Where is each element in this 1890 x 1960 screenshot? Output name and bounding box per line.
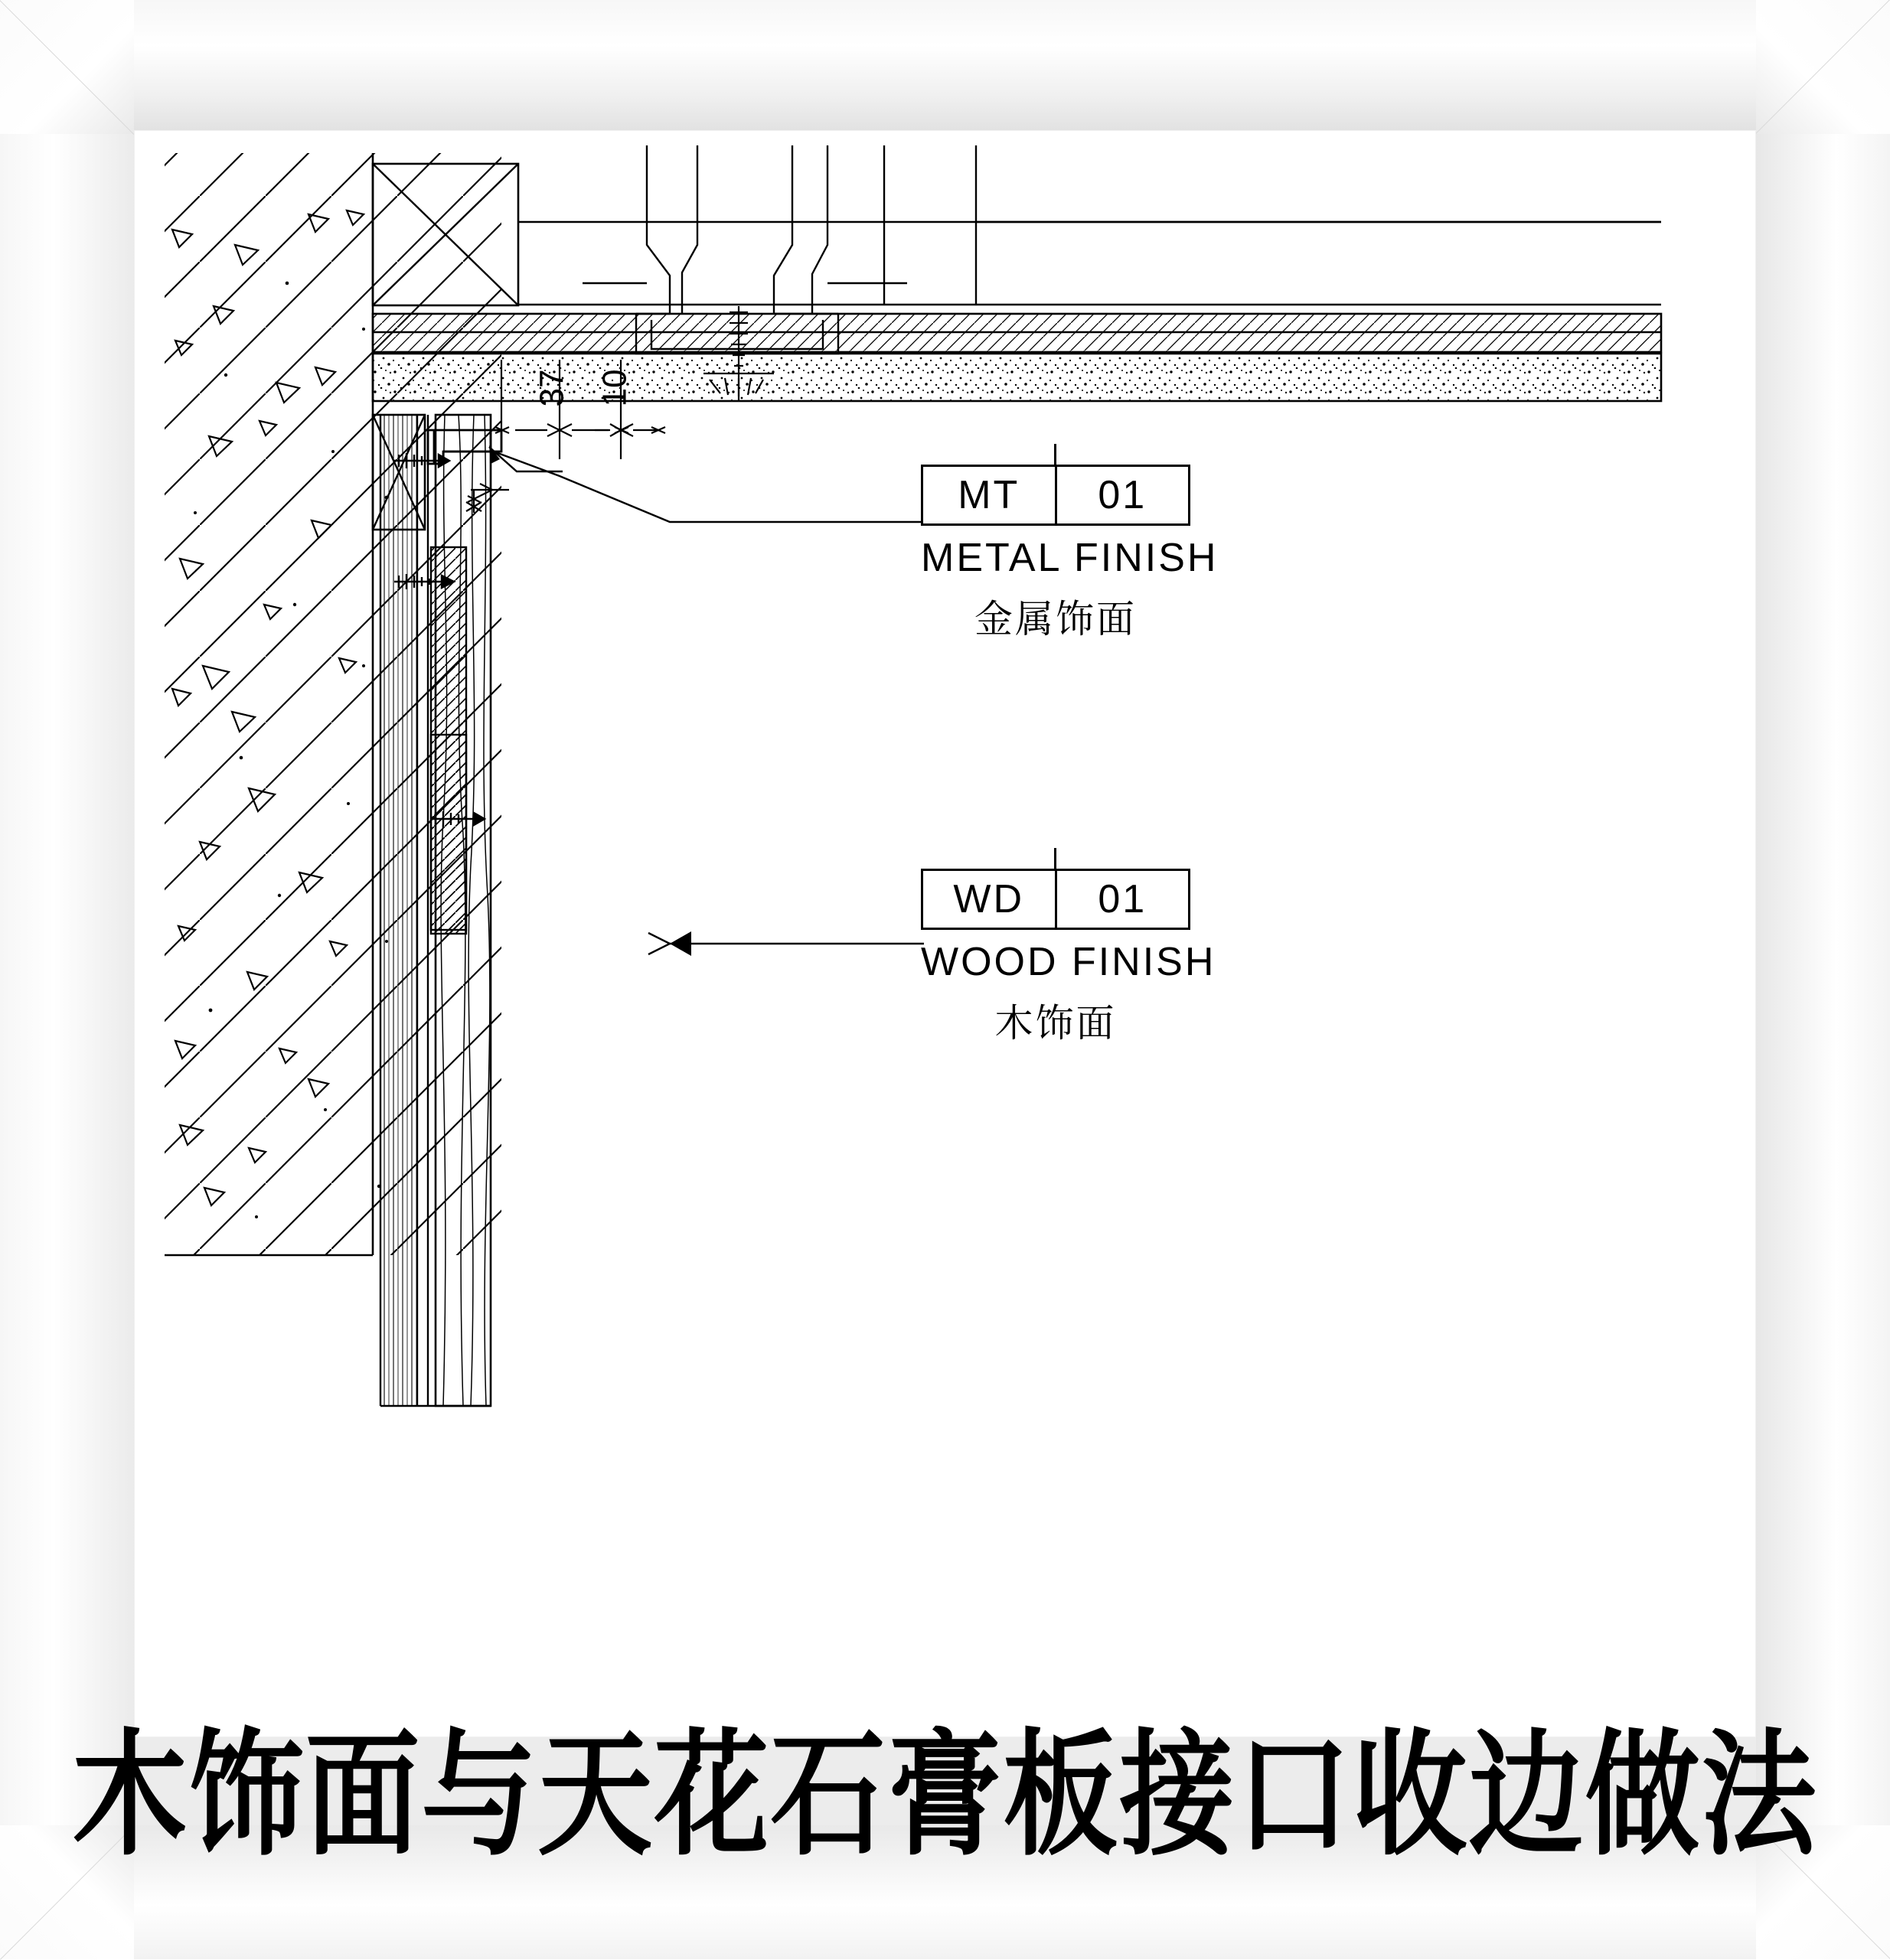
tag-wd-tick xyxy=(1054,848,1056,869)
frame-bevel-top xyxy=(0,0,1890,130)
tag-mt-number: 01 xyxy=(1098,473,1147,517)
wood-backing-block xyxy=(431,547,466,934)
tag-wd-box[interactable] xyxy=(921,869,1190,930)
tag-wd-01[interactable] xyxy=(921,869,1216,1048)
drawing-sheet xyxy=(134,130,1756,1737)
tag-wd-english: WOOD FINISH xyxy=(921,940,1216,984)
tag-mt-code: MT xyxy=(958,473,1020,517)
caption-text: 木饰面与天花石膏板接口收边做法 xyxy=(72,1717,1818,1875)
tag-mt-box[interactable] xyxy=(921,465,1190,526)
tag-wd-number: 01 xyxy=(1098,877,1147,921)
leader-line-metal xyxy=(489,445,922,522)
dimension-value-37: 37 xyxy=(533,369,571,407)
frame-corner-top-right xyxy=(1756,0,1890,134)
drawing-caption xyxy=(0,1711,1890,1875)
tag-mt-english: METAL FINISH xyxy=(921,536,1219,580)
dimension-value-10: 10 xyxy=(596,369,634,407)
tag-mt-chinese: 金属饰面 xyxy=(974,597,1137,641)
tag-wd-code: WD xyxy=(953,877,1025,921)
frame-bevel-right xyxy=(1756,0,1890,1959)
tag-mt-01[interactable] xyxy=(921,465,1219,644)
ceiling-pocket-right xyxy=(884,145,1661,305)
leader-line-wood xyxy=(648,931,924,956)
frame-bevel-left xyxy=(0,0,134,1959)
tag-mt-tick xyxy=(1054,444,1056,465)
tag-wd-chinese: 木饰面 xyxy=(994,1001,1117,1045)
